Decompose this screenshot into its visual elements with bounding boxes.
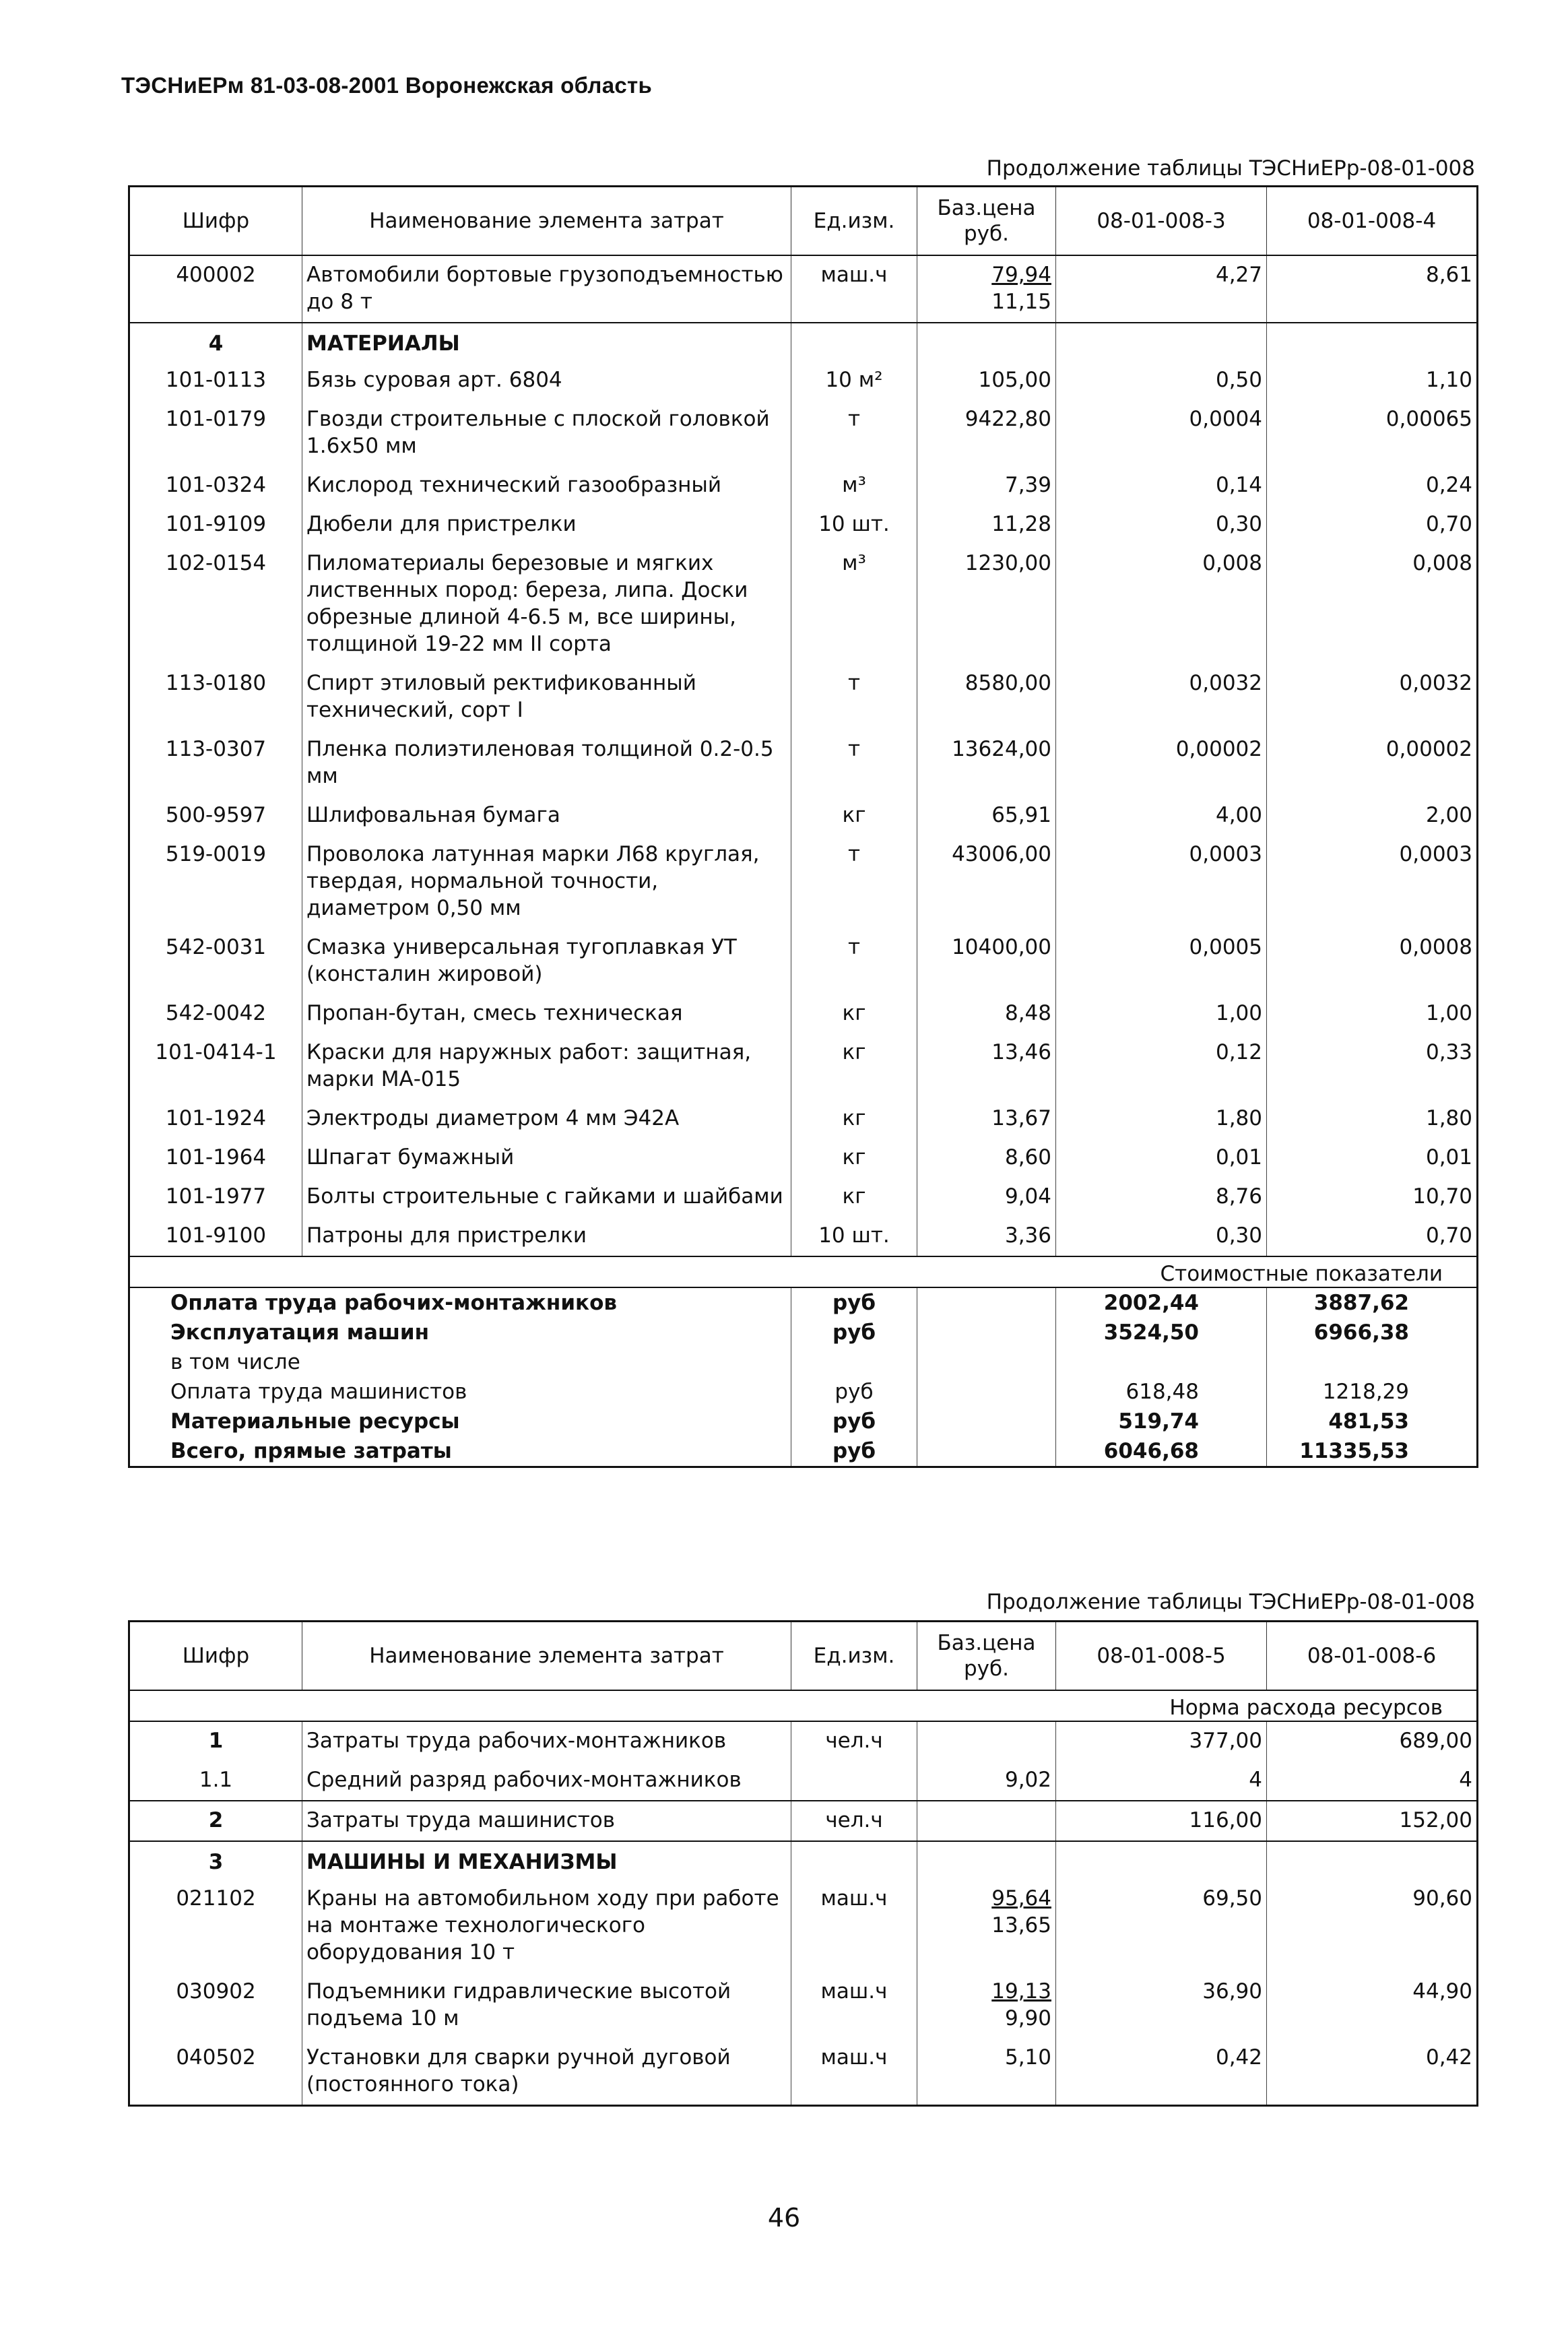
cost-value-1: 519,74 bbox=[1056, 1407, 1267, 1436]
cost-price-blank bbox=[917, 1347, 1056, 1377]
cost-price-blank bbox=[917, 1377, 1056, 1407]
row-price-main: 19,13 bbox=[991, 1979, 1051, 2004]
row-unit: маш.ч bbox=[791, 255, 917, 323]
row-code: 113-0180 bbox=[165, 671, 267, 695]
row-price: 65,91 bbox=[917, 796, 1056, 835]
row-value-2: 0,00065 bbox=[1267, 400, 1478, 466]
row-value-2: 4 bbox=[1267, 1761, 1478, 1801]
header-code: Шифр bbox=[129, 1622, 302, 1691]
row-price-sub: 9,90 bbox=[1004, 2006, 1051, 2030]
row-name: Установки для сварки ручной дуговой (постоянного тока) bbox=[302, 2039, 791, 2106]
row-value-1: 1,80 bbox=[1056, 1099, 1267, 1139]
row-value-1: 4,00 bbox=[1056, 796, 1267, 835]
header-price: Баз.цена руб. bbox=[917, 187, 1056, 256]
row-unit: чел.ч bbox=[791, 1801, 917, 1841]
cost-price-blank bbox=[917, 1287, 1056, 1318]
table-row bbox=[129, 928, 1478, 994]
row-value-1: 0,01 bbox=[1056, 1139, 1267, 1178]
table-row bbox=[129, 1217, 1478, 1256]
row-value-2: 0,008 bbox=[1267, 544, 1478, 664]
row-value-1: 69,50 bbox=[1056, 1880, 1267, 1973]
row-code: 500-9597 bbox=[165, 803, 267, 827]
cost-label: Всего, прямые затраты bbox=[170, 1439, 452, 1463]
table-row bbox=[129, 1801, 1478, 1841]
row-value-2: 8,61 bbox=[1267, 255, 1478, 323]
row-price: 7,39 bbox=[917, 466, 1056, 505]
row-price bbox=[917, 1721, 1056, 1761]
row-name: Смазка универсальная тугоплавкая УТ (консталин жировой) bbox=[302, 928, 791, 994]
row-unit: кг bbox=[791, 1139, 917, 1178]
row-price: 105,00 bbox=[917, 361, 1056, 400]
row-value-1: 4,27 bbox=[1056, 255, 1267, 323]
row-unit: кг bbox=[791, 1033, 917, 1099]
row-value-1: 0,0032 bbox=[1056, 664, 1267, 730]
header-unit: Ед.изм. bbox=[791, 187, 917, 256]
row-value-2: 689,00 bbox=[1267, 1721, 1478, 1761]
row-name: Средний разряд рабочих-монтажников bbox=[302, 1761, 791, 1801]
table1-header-row bbox=[129, 187, 1478, 256]
row-value-1: 0,12 bbox=[1056, 1033, 1267, 1099]
row-value-1: 0,30 bbox=[1056, 505, 1267, 544]
cost-value-1 bbox=[1056, 1347, 1267, 1377]
row-value-1: 1,00 bbox=[1056, 994, 1267, 1033]
cost-unit: руб bbox=[791, 1377, 917, 1407]
section-code: 3 bbox=[129, 1841, 302, 1880]
norm-band-row bbox=[129, 1690, 1478, 1721]
row-name: Затраты труда рабочих-монтажников bbox=[302, 1721, 791, 1761]
section-title: МАШИНЫ И МЕХАНИЗМЫ bbox=[302, 1841, 791, 1880]
row-price: 43006,00 bbox=[917, 835, 1056, 928]
row-value-2: 152,00 bbox=[1267, 1801, 1478, 1841]
row-value-2: 0,0008 bbox=[1267, 928, 1478, 994]
row-code: 102-0154 bbox=[165, 551, 267, 575]
section-blank bbox=[791, 1841, 917, 1880]
row-value-1: 0,30 bbox=[1056, 1217, 1267, 1256]
cost-label: Оплата труда рабочих-монтажников bbox=[129, 1287, 791, 1318]
row-unit: 10 шт. bbox=[791, 505, 917, 544]
row-unit: м³ bbox=[791, 544, 917, 664]
row-name: Болты строительные с гайками и шайбами bbox=[302, 1178, 791, 1217]
table-row bbox=[129, 544, 1478, 664]
row-value-2: 2,00 bbox=[1267, 796, 1478, 835]
row-value-1: 0,00002 bbox=[1056, 730, 1267, 796]
table-row bbox=[129, 1973, 1478, 2039]
row-code: 101-0179 bbox=[165, 407, 267, 431]
row-value-2: 0,24 bbox=[1267, 466, 1478, 505]
row-price bbox=[917, 1973, 1056, 2039]
table-row bbox=[129, 1721, 1478, 1761]
row-price: 10400,00 bbox=[917, 928, 1056, 994]
cost-band-label: Стоимостные показатели bbox=[129, 1256, 1478, 1287]
row-price: 9,02 bbox=[917, 1761, 1056, 1801]
row-name: Автомобили бортовые грузоподъемностью до 8 т bbox=[302, 255, 791, 323]
row-price-main: 95,64 bbox=[991, 1886, 1051, 1911]
cost-unit: руб bbox=[791, 1287, 917, 1318]
table-row bbox=[129, 835, 1478, 928]
cost-unit: руб bbox=[791, 1407, 917, 1436]
row-value-1: 0,0003 bbox=[1056, 835, 1267, 928]
row-unit: т bbox=[791, 928, 917, 994]
section-blank bbox=[1056, 1841, 1267, 1880]
row-unit: чел.ч bbox=[791, 1721, 917, 1761]
row-unit: кг bbox=[791, 1099, 917, 1139]
row-value-1: 0,14 bbox=[1056, 466, 1267, 505]
cost-unit: руб bbox=[791, 1436, 917, 1467]
row-price: 11,28 bbox=[917, 505, 1056, 544]
resource-table-2 bbox=[128, 1620, 1478, 2107]
row-name: Проволока латунная марки Л68 круглая, твердая, нормальной точности, диаметром 0,50 мм bbox=[302, 835, 791, 928]
table-row bbox=[129, 1761, 1478, 1801]
row-unit: т bbox=[791, 664, 917, 730]
row-price: 13,67 bbox=[917, 1099, 1056, 1139]
cost-label: Оплата труда машинистов bbox=[170, 1380, 467, 1404]
cost-value-2 bbox=[1267, 1347, 1478, 1377]
table-row bbox=[129, 255, 1478, 323]
row-value-2: 0,00002 bbox=[1267, 730, 1478, 796]
row-value-2: 90,60 bbox=[1267, 1880, 1478, 1973]
row-name: Спирт этиловый ректификованный технический, сорт I bbox=[302, 664, 791, 730]
row-value-2: 1,80 bbox=[1267, 1099, 1478, 1139]
header-name: Наименование элемента затрат bbox=[302, 1622, 791, 1691]
row-unit: т bbox=[791, 400, 917, 466]
row-name: Пропан-бутан, смесь техническая bbox=[302, 994, 791, 1033]
row-value-2: 0,70 bbox=[1267, 505, 1478, 544]
row-value-2: 1,10 bbox=[1267, 361, 1478, 400]
cost-row bbox=[129, 1377, 1478, 1407]
page-number: 46 bbox=[767, 2203, 801, 2233]
cost-unit bbox=[791, 1347, 917, 1377]
table-row bbox=[129, 400, 1478, 466]
row-unit: 10 м² bbox=[791, 361, 917, 400]
row-code: 1.1 bbox=[199, 1768, 233, 1792]
cost-price-blank bbox=[917, 1436, 1056, 1467]
row-price bbox=[917, 2039, 1056, 2106]
cost-value-2: 481,53 bbox=[1267, 1407, 1478, 1436]
row-name: Пленка полиэтиленовая толщиной 0.2-0.5 мм bbox=[302, 730, 791, 796]
row-name: Бязь суровая арт. 6804 bbox=[302, 361, 791, 400]
row-unit: маш.ч bbox=[791, 1880, 917, 1973]
header-price: Баз.цена руб. bbox=[917, 1622, 1056, 1691]
table-row bbox=[129, 730, 1478, 796]
row-price: 8,48 bbox=[917, 994, 1056, 1033]
row-price: 9,04 bbox=[917, 1178, 1056, 1217]
cost-row bbox=[129, 1407, 1478, 1436]
row-unit: маш.ч bbox=[791, 1973, 917, 2039]
table-row bbox=[129, 466, 1478, 505]
row-value-1: 8,76 bbox=[1056, 1178, 1267, 1217]
table-row bbox=[129, 796, 1478, 835]
row-code: 101-9100 bbox=[165, 1223, 267, 1248]
row-value-2: 0,70 bbox=[1267, 1217, 1478, 1256]
row-unit: кг bbox=[791, 796, 917, 835]
row-price-main: 79,94 bbox=[991, 263, 1051, 287]
row-price: 1230,00 bbox=[917, 544, 1056, 664]
table1-caption: Продолжение таблицы ТЭСНиЕРр-08-01-008 bbox=[986, 156, 1475, 181]
row-name: Краски для наружных работ: защитная, марки МА-015 bbox=[302, 1033, 791, 1099]
row-value-2: 44,90 bbox=[1267, 1973, 1478, 2039]
row-unit: м³ bbox=[791, 466, 917, 505]
row-value-2: 0,01 bbox=[1267, 1139, 1478, 1178]
row-name: Кислород технический газообразный bbox=[302, 466, 791, 505]
section-row bbox=[129, 1841, 1478, 1880]
row-value-2: 10,70 bbox=[1267, 1178, 1478, 1217]
row-name: Подъемники гидравлические высотой подъема 10 м bbox=[302, 1973, 791, 2039]
row-code: 101-0324 bbox=[165, 473, 267, 497]
header-col2: 08-01-008-4 bbox=[1267, 187, 1478, 256]
header-col2: 08-01-008-6 bbox=[1267, 1622, 1478, 1691]
row-price: 3,36 bbox=[917, 1217, 1056, 1256]
row-price bbox=[917, 1880, 1056, 1973]
row-value-2: 1,00 bbox=[1267, 994, 1478, 1033]
row-code: 1 bbox=[129, 1721, 302, 1761]
table-row bbox=[129, 1178, 1478, 1217]
row-name: Электроды диаметром 4 мм Э42А bbox=[302, 1099, 791, 1139]
cost-value-1: 3524,50 bbox=[1056, 1318, 1267, 1347]
row-code: 519-0019 bbox=[165, 842, 267, 866]
row-price bbox=[917, 255, 1056, 323]
cost-value-2: 1218,29 bbox=[1267, 1377, 1478, 1407]
header-unit: Ед.изм. bbox=[791, 1622, 917, 1691]
row-value-1: 377,00 bbox=[1056, 1721, 1267, 1761]
row-value-1: 0,42 bbox=[1056, 2039, 1267, 2106]
table-row bbox=[129, 994, 1478, 1033]
row-price-sub: 13,65 bbox=[991, 1913, 1051, 1938]
table2-caption: Продолжение таблицы ТЭСНиЕРр-08-01-008 bbox=[986, 1590, 1475, 1614]
row-price-sub: 11,15 bbox=[991, 290, 1051, 314]
row-code: 101-1924 bbox=[165, 1106, 267, 1130]
cost-value-1: 6046,68 bbox=[1056, 1436, 1267, 1467]
row-code: 542-0042 bbox=[165, 1001, 267, 1025]
row-code: 021102 bbox=[176, 1886, 256, 1911]
row-unit: т bbox=[791, 730, 917, 796]
row-value-1: 116,00 bbox=[1056, 1801, 1267, 1841]
row-name: Краны на автомобильном ходу при работе на монтаже технологического оборудования 10 т bbox=[302, 1880, 791, 1973]
table-row bbox=[129, 1099, 1478, 1139]
row-value-2: 0,0032 bbox=[1267, 664, 1478, 730]
row-value-2: 0,33 bbox=[1267, 1033, 1478, 1099]
header-name: Наименование элемента затрат bbox=[302, 187, 791, 256]
row-value-1: 0,008 bbox=[1056, 544, 1267, 664]
cost-row bbox=[129, 1347, 1478, 1377]
row-value-1: 0,0005 bbox=[1056, 928, 1267, 994]
table-row bbox=[129, 1880, 1478, 1973]
row-value-1: 4 bbox=[1056, 1761, 1267, 1801]
row-name: Пиломатериалы березовые и мягких лиственных пород: береза, липа. Доски обрезные длиной 4-6.5 м, все ширины, толщиной 19-22 мм II сорта bbox=[302, 544, 791, 664]
section-blank bbox=[917, 1841, 1056, 1880]
row-unit: т bbox=[791, 835, 917, 928]
table-row bbox=[129, 505, 1478, 544]
table-row bbox=[129, 361, 1478, 400]
row-price: 13624,00 bbox=[917, 730, 1056, 796]
row-name: Патроны для пристрелки bbox=[302, 1217, 791, 1256]
row-code: 101-0414-1 bbox=[155, 1040, 277, 1064]
row-price-main: 5,10 bbox=[1004, 2045, 1051, 2070]
cost-value-1: 2002,44 bbox=[1056, 1287, 1267, 1318]
row-code: 113-0307 bbox=[165, 737, 267, 761]
norm-band-label: Норма расхода ресурсов bbox=[129, 1690, 1478, 1721]
row-code: 101-0113 bbox=[165, 368, 267, 392]
section-title: МАТЕРИАЛЫ bbox=[302, 323, 791, 361]
table-row bbox=[129, 1033, 1478, 1099]
table2-header-row bbox=[129, 1622, 1478, 1691]
row-code: 400002 bbox=[176, 263, 256, 287]
header-code: Шифр bbox=[129, 187, 302, 256]
row-price: 8580,00 bbox=[917, 664, 1056, 730]
row-code: 2 bbox=[129, 1801, 302, 1841]
row-name: Шлифовальная бумага bbox=[302, 796, 791, 835]
cost-label: в том числе bbox=[170, 1350, 300, 1374]
cost-row bbox=[129, 1318, 1478, 1347]
header-col1: 08-01-008-3 bbox=[1056, 187, 1267, 256]
cost-value-2: 11335,53 bbox=[1267, 1436, 1478, 1467]
cost-row bbox=[129, 1287, 1478, 1318]
row-code: 030902 bbox=[176, 1979, 256, 2004]
cost-value-2: 3887,62 bbox=[1267, 1287, 1478, 1318]
cost-price-blank bbox=[917, 1318, 1056, 1347]
row-code: 542-0031 bbox=[165, 935, 267, 959]
row-price bbox=[917, 1801, 1056, 1841]
cost-unit: руб bbox=[791, 1318, 917, 1347]
row-value-2: 0,0003 bbox=[1267, 835, 1478, 928]
cost-band-row bbox=[129, 1256, 1478, 1287]
row-name: Гвозди строительные с плоской головкой 1.6х50 мм bbox=[302, 400, 791, 466]
cost-label: Материальные ресурсы bbox=[170, 1409, 460, 1434]
row-price: 13,46 bbox=[917, 1033, 1056, 1099]
cost-row bbox=[129, 1436, 1478, 1467]
section-code: 4 bbox=[129, 323, 302, 361]
header-col1: 08-01-008-5 bbox=[1056, 1622, 1267, 1691]
row-code: 101-1977 bbox=[165, 1184, 267, 1209]
row-value-1: 0,0004 bbox=[1056, 400, 1267, 466]
cost-value-2: 6966,38 bbox=[1267, 1318, 1478, 1347]
row-value-1: 36,90 bbox=[1056, 1973, 1267, 2039]
row-code: 101-9109 bbox=[165, 512, 267, 536]
row-name: Затраты труда машинистов bbox=[302, 1801, 791, 1841]
resource-table-1 bbox=[128, 185, 1478, 1468]
cost-label: Эксплуатация машин bbox=[170, 1320, 430, 1345]
table-row bbox=[129, 2039, 1478, 2106]
document-header: ТЭСНиЕРм 81-03-08-2001 Воронежская область bbox=[121, 73, 653, 98]
row-unit: маш.ч bbox=[791, 2039, 917, 2106]
row-code: 040502 bbox=[176, 2045, 256, 2070]
cost-value-1: 618,48 bbox=[1056, 1377, 1267, 1407]
row-price: 8,60 bbox=[917, 1139, 1056, 1178]
row-value-1: 0,50 bbox=[1056, 361, 1267, 400]
row-unit bbox=[791, 1761, 917, 1801]
table-row bbox=[129, 664, 1478, 730]
cost-price-blank bbox=[917, 1407, 1056, 1436]
row-unit: 10 шт. bbox=[791, 1217, 917, 1256]
row-name: Дюбели для пристрелки bbox=[302, 505, 791, 544]
row-value-2: 0,42 bbox=[1267, 2039, 1478, 2106]
row-code: 101-1964 bbox=[165, 1145, 267, 1170]
row-name: Шпагат бумажный bbox=[302, 1139, 791, 1178]
row-unit: кг bbox=[791, 1178, 917, 1217]
row-unit: кг bbox=[791, 994, 917, 1033]
section-row bbox=[129, 323, 1478, 361]
section-blank bbox=[1267, 1841, 1478, 1880]
row-price: 9422,80 bbox=[917, 400, 1056, 466]
table-row bbox=[129, 1139, 1478, 1178]
